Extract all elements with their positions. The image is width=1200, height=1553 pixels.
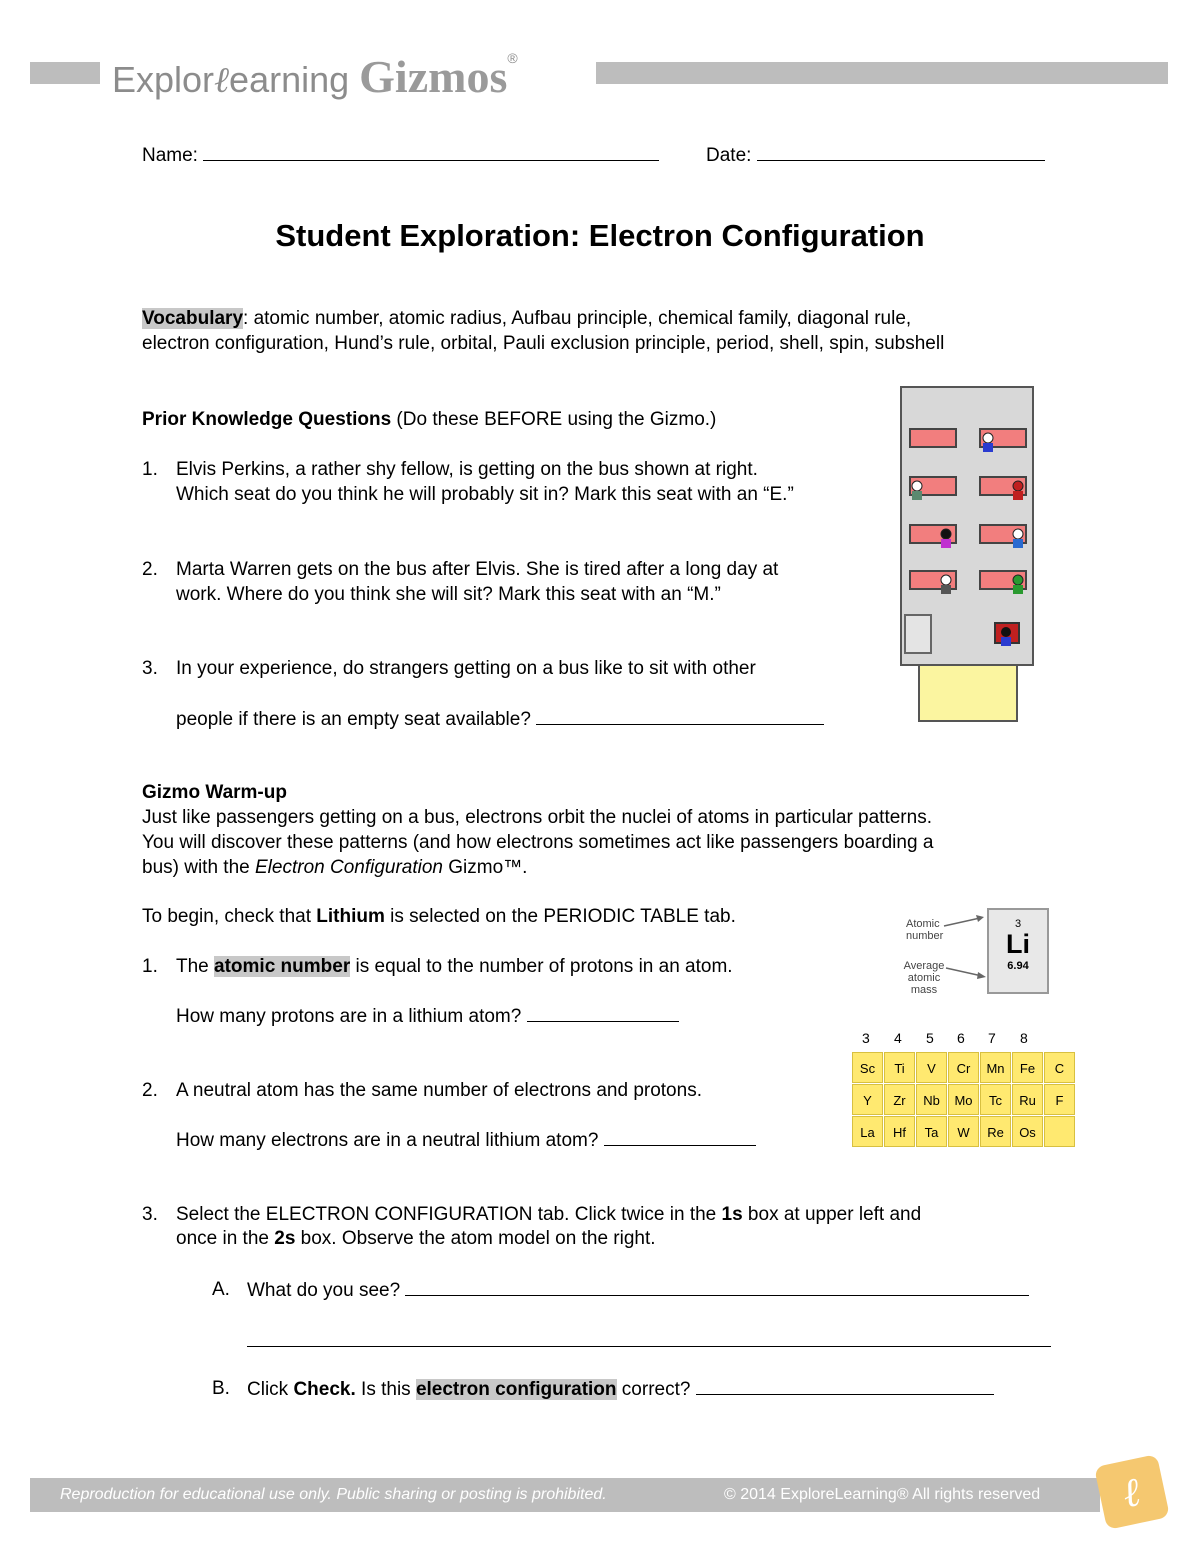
name-field: [142, 142, 659, 168]
element-cell: Os: [1012, 1116, 1043, 1147]
warmup-p3-gizmo-name: Electron Configuration: [255, 857, 443, 878]
passenger-icon: [1010, 574, 1026, 596]
warmup-q1-a: The: [176, 956, 215, 977]
date-label: Date:: [706, 145, 752, 166]
question-b-term: electron configuration: [415, 1379, 617, 1400]
header-bar-right: [596, 62, 1168, 84]
group-header: 5: [926, 1030, 934, 1046]
passenger-icon: [1010, 528, 1026, 550]
passenger-icon: [938, 528, 954, 550]
bus-front: [918, 664, 1018, 722]
warmup-q1-term: atomic number: [214, 956, 351, 977]
prior-knowledge-heading: [142, 407, 716, 432]
element-cell: La: [852, 1116, 883, 1147]
date-field: [706, 142, 1045, 168]
warmup-q1-sub: [176, 1003, 679, 1029]
bus-door: [904, 614, 932, 654]
warmup-q1-text: [176, 954, 733, 979]
element-cell: Fe: [1012, 1052, 1043, 1083]
passenger-icon: [938, 574, 954, 596]
group-header: 3: [862, 1030, 870, 1046]
warmup-paragraph-line-1: Just like passengers getting on a bus, electrons orbit the nuclei of atoms in particular patterns.: [142, 807, 932, 828]
question-a-text: What do you see?: [247, 1280, 401, 1301]
prior-q2-number: 2.: [142, 559, 158, 580]
warmup-paragraph-line-2: You will discover these patterns (and how electrons sometimes act like passengers boarding a: [142, 832, 934, 853]
warmup-q3-1s: 1s: [721, 1204, 743, 1225]
element-cell: Sc: [852, 1052, 883, 1083]
bus-seat: [909, 428, 957, 448]
warmup-q3-number: 3.: [142, 1204, 158, 1225]
question-b-label: B.: [212, 1378, 230, 1399]
prior-q3-line-2: [176, 706, 824, 732]
prior-heading-note: (Do these BEFORE using the Gizmo.): [391, 409, 717, 430]
element-cell: Nb: [916, 1084, 947, 1115]
tile-symbol: Li: [1006, 929, 1030, 959]
group-header: 6: [957, 1030, 965, 1046]
warmup-q3-2s: 2s: [274, 1228, 296, 1249]
atomic-number-caption-1: Atomic: [906, 918, 940, 930]
element-cell: Hf: [884, 1116, 915, 1147]
question-b-a: Click: [247, 1379, 294, 1400]
avg-mass-caption-3: mass: [910, 984, 938, 996]
element-cell: Re: [980, 1116, 1011, 1147]
passenger-icon: [980, 432, 996, 454]
prior-q2-line-2: work. Where do you think she will sit? Mark this seat with an “M.”: [176, 584, 721, 605]
warmup-paragraph-line-3: [142, 855, 527, 880]
warmup-heading: Gizmo Warm-up: [142, 782, 287, 803]
group-header: 7: [988, 1030, 996, 1046]
element-cell: Zr: [884, 1084, 915, 1115]
prior-q2-line-1: Marta Warren gets on the bus after Elvis. She is tired after a long day at: [176, 559, 779, 580]
element-cell: Y: [852, 1084, 883, 1115]
element-cell: Ta: [916, 1116, 947, 1147]
element-cell: C: [1044, 1052, 1075, 1083]
warmup-q3-a: Select the ELECTRON CONFIGURATION tab. Click twice in the: [176, 1204, 722, 1225]
element-cell: Ti: [884, 1052, 915, 1083]
prior-q3-text: people if there is an empty seat available?: [176, 709, 531, 730]
element-cell: Ru: [1012, 1084, 1043, 1115]
lithium-element-tile: [987, 908, 1049, 994]
question-a-label: A.: [212, 1279, 230, 1300]
tile-mass: 6.94: [1007, 960, 1029, 972]
element-cell: Tc: [980, 1084, 1011, 1115]
warmup-q1-b: is equal to the number of protons in an atom.: [350, 956, 733, 977]
warmup-q2-sub: [176, 1127, 756, 1153]
vocabulary-line-2: electron configuration, Hund’s rule, orbital, Pauli exclusion principle, period, shell, spin, subshell: [142, 333, 945, 354]
question-b-check: Check.: [293, 1379, 356, 1400]
warmup-q1-sub-text: How many protons are in a lithium atom?: [176, 1006, 522, 1027]
warmup-q2-text: A neutral atom has the same number of electrons and protons.: [176, 1080, 702, 1101]
warmup-p3-a: bus) with the: [142, 857, 255, 878]
question-a: [247, 1277, 1029, 1303]
atomic-number-caption: [906, 918, 943, 942]
element-cell: Mn: [980, 1052, 1011, 1083]
vocabulary-text-1: : atomic number, atomic radius, Aufbau principle, chemical family, diagonal rule,: [243, 308, 912, 329]
name-label: Name:: [142, 145, 198, 166]
group-header: 4: [894, 1030, 902, 1046]
begin-c: is selected on the PERIODIC TABLE tab.: [384, 906, 736, 927]
page-title: Student Exploration: Electron Configuration: [275, 218, 925, 253]
warmup-q3-d: once in the: [176, 1228, 275, 1249]
warmup-q1-number: 1.: [142, 956, 158, 977]
warmup-q3-line-2: [176, 1226, 656, 1251]
vocabulary-line-1: [142, 306, 911, 331]
vocabulary-label: Vocabulary: [142, 308, 244, 329]
prior-q3-line-1: In your experience, do strangers getting on a bus like to sit with other: [176, 658, 756, 679]
caption-arrows: [940, 912, 990, 982]
element-cell: Mo: [948, 1084, 979, 1115]
prior-q1-number: 1.: [142, 459, 158, 480]
element-cell: Cr: [948, 1052, 979, 1083]
group-header: 8: [1020, 1030, 1028, 1046]
element-cell: W: [948, 1116, 979, 1147]
tile-atomic-number: 3: [1014, 918, 1022, 930]
question-b-c: Is this: [355, 1379, 416, 1400]
protons-blank[interactable]: [527, 1003, 679, 1022]
warmup-q3-f: box. Observe the atom model on the right.: [295, 1228, 656, 1249]
avg-mass-caption-1: Average: [903, 960, 945, 972]
warmup-q2-number: 2.: [142, 1080, 158, 1101]
warmup-p3-b: Gizmo™.: [443, 857, 528, 878]
warmup-q3-line-1: [176, 1202, 921, 1227]
electrons-blank[interactable]: [604, 1127, 756, 1146]
question-b: [247, 1376, 994, 1402]
footer-disclaimer: Reproduction for educational use only. Public sharing or posting is prohibited.: [60, 1486, 607, 1503]
begin-lithium: Lithium: [316, 906, 385, 927]
question-a-blank[interactable]: [405, 1277, 1029, 1296]
begin-a: To begin, check that: [142, 906, 317, 927]
atomic-number-caption-2: number: [906, 930, 944, 942]
passenger-icon: [1010, 480, 1026, 502]
element-cell: [1044, 1116, 1075, 1147]
header-bar-left: [30, 62, 100, 84]
brand-logo: Explorℓearning Gizmos®: [112, 50, 518, 102]
question-b-d: correct?: [616, 1379, 691, 1400]
prior-q1-line-2: Which seat do you think he will probably sit in? Mark this seat with an “E.”: [176, 484, 794, 505]
explorelearning-logo-icon: ℓ: [1094, 1454, 1170, 1530]
footer-copyright: © 2014 ExploreLearning® All rights reserved: [724, 1486, 1041, 1503]
prior-q3-blank[interactable]: [536, 706, 824, 725]
element-cell: F: [1044, 1084, 1075, 1115]
mini-periodic-table: [858, 1030, 1065, 1146]
prior-q3-number: 3.: [142, 658, 158, 679]
prior-heading-bold: Prior Knowledge Questions: [142, 409, 392, 430]
passenger-icon: [909, 480, 925, 502]
prior-q1-line-1: Elvis Perkins, a rather shy fellow, is getting on the bus shown at right.: [176, 459, 758, 480]
warmup-q3-c: box at upper left and: [742, 1204, 922, 1225]
name-blank[interactable]: [203, 142, 659, 161]
element-cell: V: [916, 1052, 947, 1083]
avg-mass-caption-2: atomic: [907, 972, 941, 984]
question-b-blank[interactable]: [696, 1376, 994, 1395]
driver-icon: [998, 626, 1014, 648]
warmup-q2-sub-text: How many electrons are in a neutral lithium atom?: [176, 1130, 599, 1151]
question-a-blank-2[interactable]: [247, 1346, 1051, 1347]
date-blank[interactable]: [757, 142, 1045, 161]
begin-instruction: [142, 904, 736, 929]
